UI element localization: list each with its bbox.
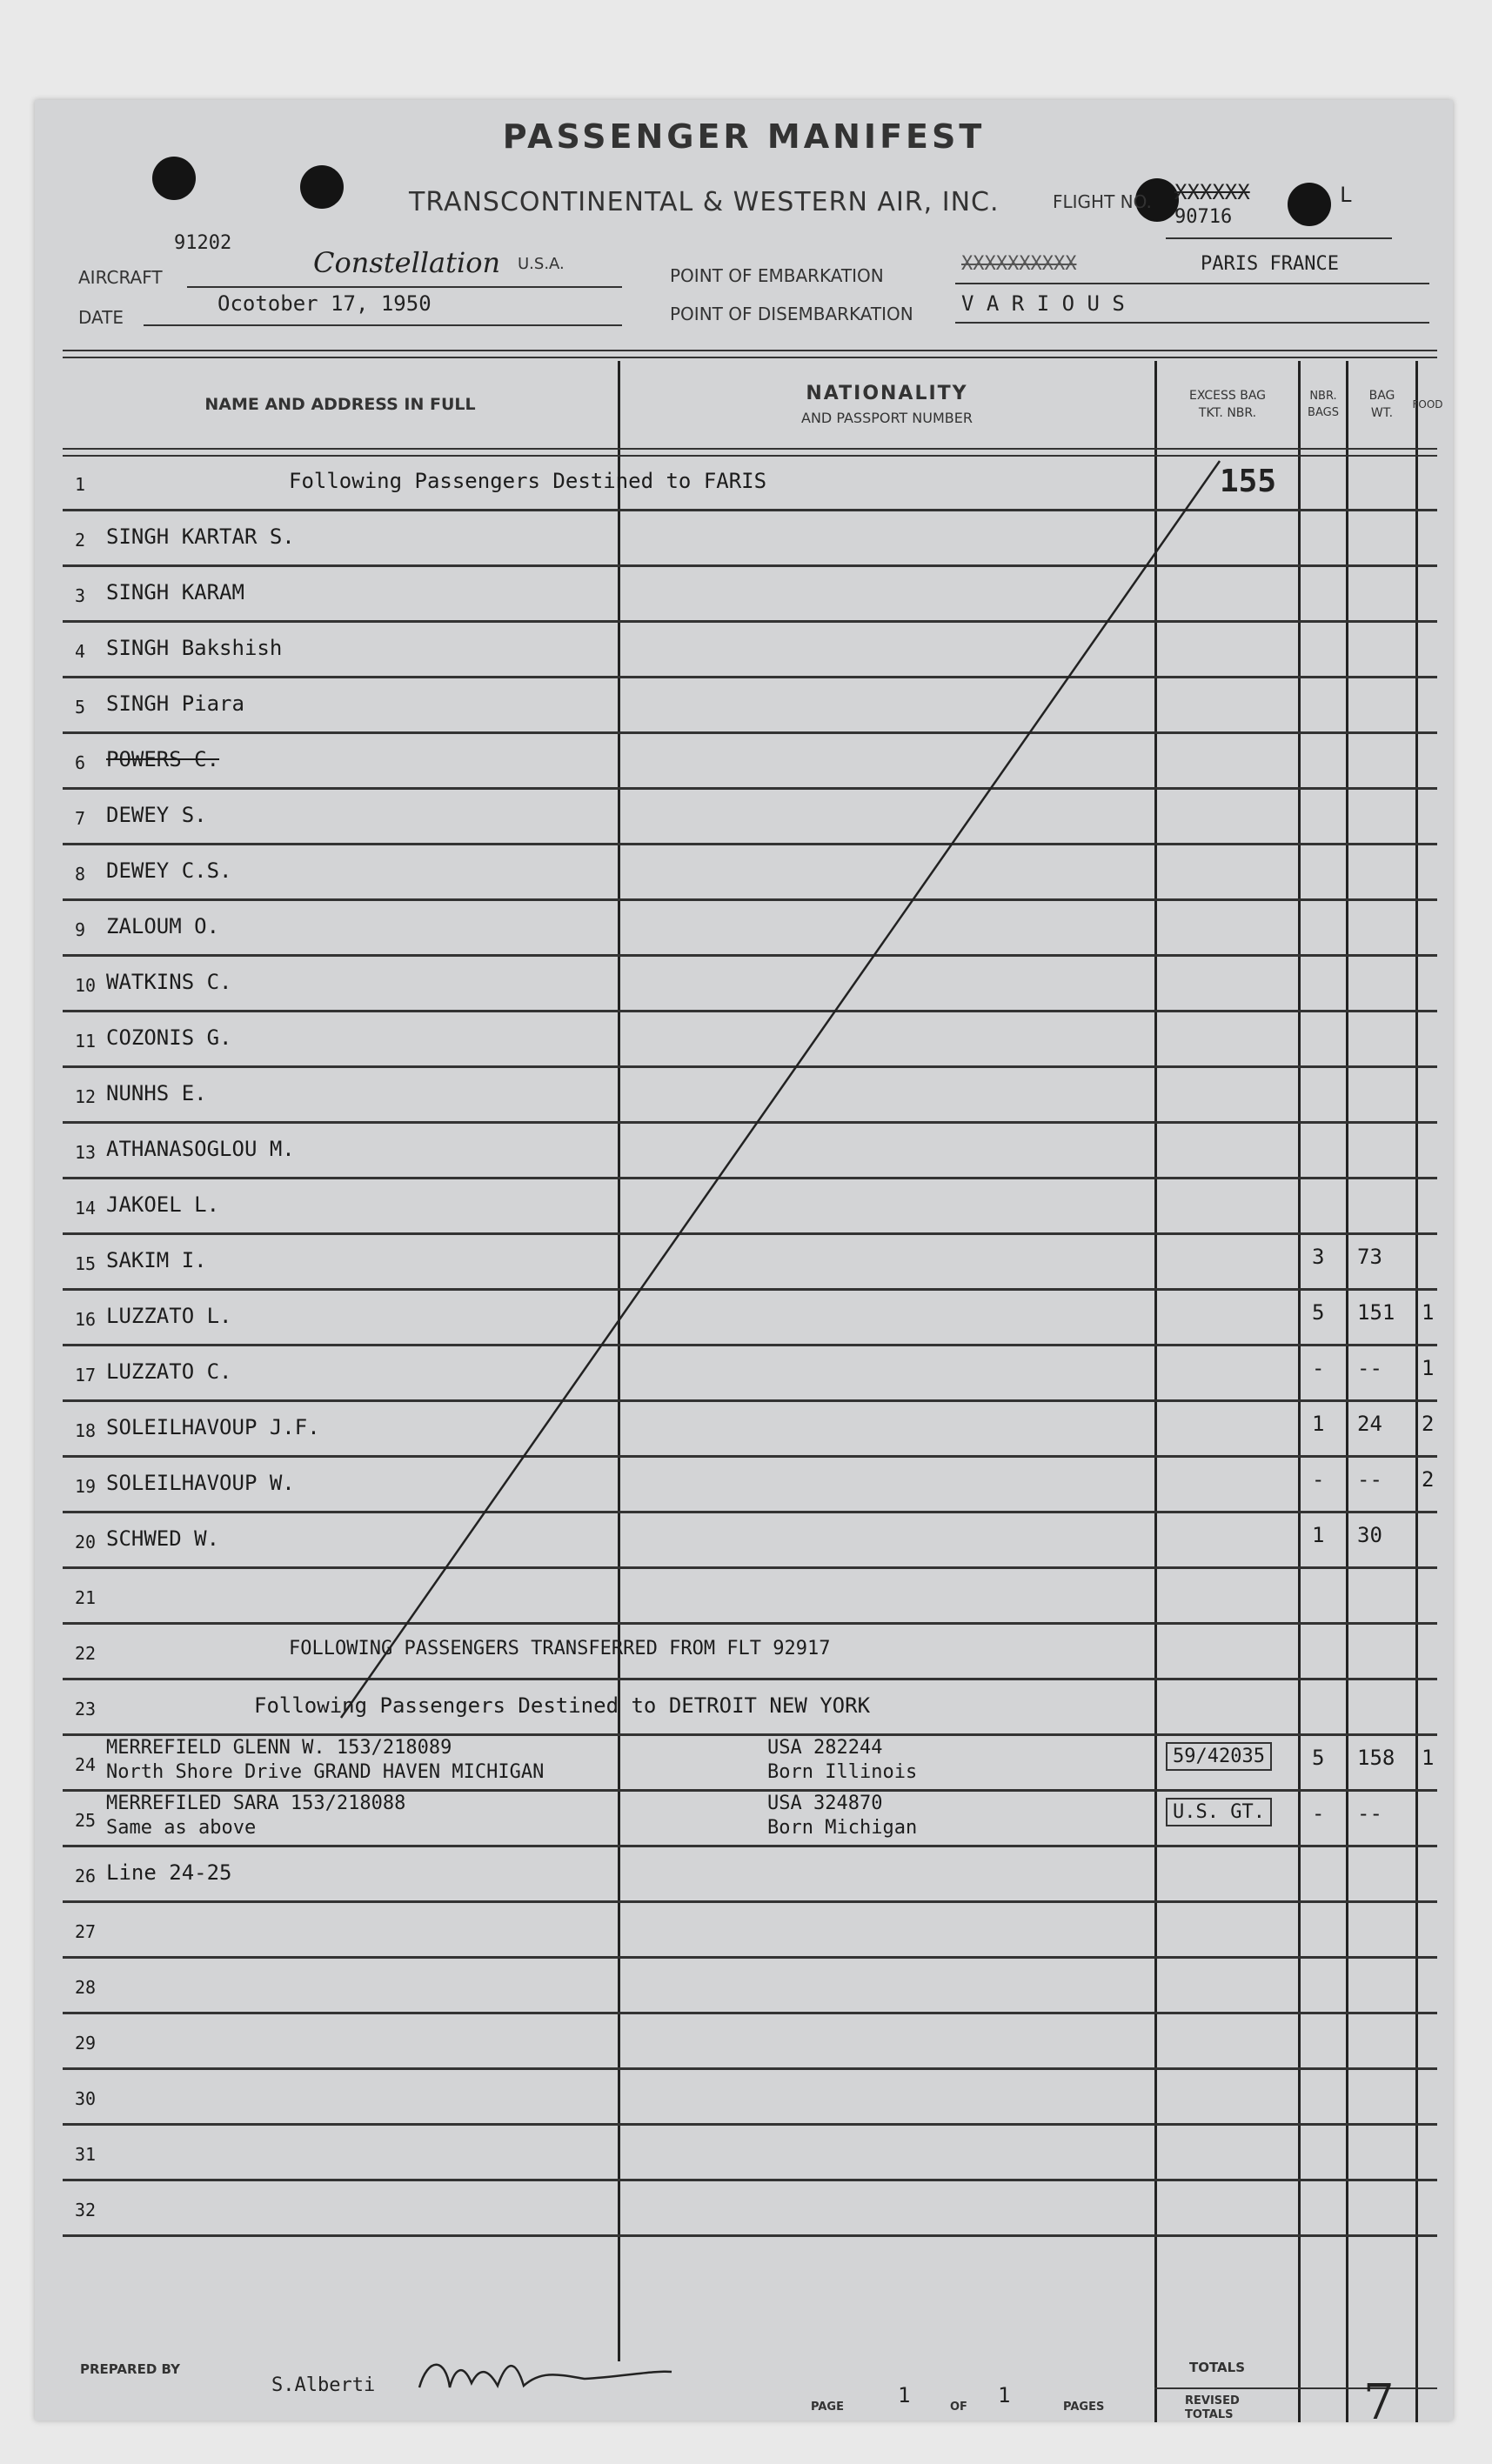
row-name: Following Passengers Destined to DETROIT NEW YORK — [254, 1693, 871, 1718]
row-address: Same as above — [106, 1817, 257, 1839]
row-number: 24 — [75, 1754, 97, 1775]
row-number: 13 — [75, 1142, 97, 1163]
row-bag-weight: -- — [1357, 1356, 1382, 1380]
row-bag-weight: 73 — [1357, 1245, 1382, 1269]
airline-name: TRANSCONTINENTAL & WESTERN AIR, INC. — [409, 187, 1000, 217]
row-name: COZONIS G. — [106, 1025, 232, 1050]
row-food: 1 — [1422, 1746, 1435, 1770]
row-bag-weight: 30 — [1357, 1523, 1382, 1547]
totals-label: TOTALS — [1189, 2360, 1246, 2375]
row-bag-weight: -- — [1357, 1467, 1382, 1492]
row-number: 29 — [75, 2033, 97, 2053]
row-name: ATHANASOGLOU M. — [106, 1137, 295, 1161]
aircraft-value: Constellation — [313, 246, 501, 279]
disembarkation-value: V A R I O U S — [961, 291, 1125, 316]
pages-label: PAGES — [1063, 2401, 1105, 2414]
flight-number-struck: XXXXXX — [1174, 180, 1250, 204]
ticket-total-mark: 155 — [1220, 464, 1277, 499]
row-bag-count: - — [1312, 1467, 1325, 1492]
of-label: OF — [950, 2401, 967, 2414]
row-excess-ticket-stamp: 59/42035 — [1166, 1742, 1272, 1771]
row-bag-count: - — [1312, 1801, 1325, 1826]
row-number: 1 — [75, 474, 86, 495]
row-name: Following Passengers Destined to FARIS — [289, 469, 767, 493]
revised-totals-label-2: TOTALS — [1185, 2408, 1234, 2421]
header-divider — [63, 350, 1437, 358]
row-name: WATKINS C. — [106, 970, 232, 994]
row-birthplace: Born Illinois — [767, 1761, 918, 1783]
date-label: DATE — [78, 307, 124, 328]
row-address: North Shore Drive GRAND HAVEN MICHIGAN — [106, 1761, 545, 1783]
row-name: SAKIM I. — [106, 1248, 207, 1272]
row-name: SCHWED W. — [106, 1526, 220, 1551]
excess-header-line1: EXCESS BAG — [1188, 389, 1267, 403]
column-header-food: FOOD — [1412, 398, 1443, 411]
row-name: ZALOUM O. — [106, 914, 220, 938]
embarkation-value: PARIS FRANCE — [1201, 253, 1339, 275]
aircraft-label: AIRCRAFT — [78, 267, 163, 288]
aircraft-underline — [187, 286, 622, 288]
row-bag-weight: 158 — [1357, 1746, 1395, 1770]
row-number: 11 — [75, 1031, 97, 1052]
bagwt-header-line1: BAG — [1368, 389, 1395, 403]
row-bag-count: - — [1312, 1356, 1325, 1380]
embarkation-underline — [955, 283, 1429, 284]
row-number: 9 — [75, 919, 86, 940]
row-number: 31 — [75, 2144, 97, 2165]
column-header-name: NAME AND ADDRESS IN FULL — [204, 395, 476, 414]
prepared-by-name: S.Alberti — [271, 2374, 376, 2396]
manifest-footer — [63, 2360, 1437, 2431]
bags-header-line1: NBR. — [1309, 390, 1337, 403]
page-total: 1 — [998, 2383, 1011, 2407]
row-number: 17 — [75, 1365, 97, 1386]
row-number: 20 — [75, 1532, 97, 1553]
row-number: 5 — [75, 697, 86, 718]
row-bag-weight: 151 — [1357, 1300, 1395, 1325]
flight-label: FLIGHT NO. — [1053, 191, 1152, 212]
row-bag-count: 3 — [1312, 1245, 1325, 1269]
bags-header-line2: BAGS — [1308, 406, 1339, 419]
embarkation-struck-text: XXXXXXXXXX — [961, 253, 1077, 275]
row-name: SINGH Piara — [106, 691, 244, 716]
row-name: MERREFIELD GLENN W. 153/218089 — [106, 1737, 452, 1759]
row-nationality: USA 324870 — [767, 1793, 883, 1814]
signature-icon — [411, 2353, 680, 2405]
row-number: 27 — [75, 1921, 97, 1942]
row-food: 2 — [1422, 1467, 1435, 1492]
row-name: POWERS C. — [106, 747, 220, 771]
row-name: FOLLOWING PASSENGERS TRANSFERRED FROM FLT 92917 — [289, 1638, 831, 1659]
row-bag-count: 5 — [1312, 1300, 1325, 1325]
row-name: SINGH KARTAR S. — [106, 524, 295, 549]
disembarkation-underline — [955, 322, 1429, 324]
row-bag-count: 1 — [1312, 1412, 1325, 1436]
row-number: 4 — [75, 641, 86, 662]
aircraft-number: 91202 — [174, 232, 232, 254]
manifest-sheet — [35, 100, 1453, 2431]
row-number: 32 — [75, 2200, 97, 2220]
row-food: 1 — [1422, 1356, 1435, 1380]
row-number: 3 — [75, 585, 86, 606]
punch-hole-icon — [152, 157, 196, 200]
row-number: 25 — [75, 1810, 97, 1831]
row-number: 21 — [75, 1587, 97, 1608]
disembarkation-label: POINT OF DISEMBARKATION — [670, 304, 913, 324]
row-bag-count: 1 — [1312, 1523, 1325, 1547]
row-food: 2 — [1422, 1412, 1435, 1436]
page-number: 1 — [898, 2383, 911, 2407]
row-birthplace: Born Michigan — [767, 1817, 918, 1839]
totals-divider — [1154, 2387, 1437, 2389]
row-number: 10 — [75, 975, 97, 996]
flight-suffix: L — [1340, 183, 1353, 207]
row-number: 15 — [75, 1253, 97, 1274]
row-name: LUZZATO C. — [106, 1359, 232, 1384]
row-name: SOLEILHAVOUP J.F. — [106, 1415, 320, 1439]
row-excess-ticket-stamp: U.S. GT. — [1166, 1798, 1272, 1826]
corner-number: 7 — [1363, 2374, 1395, 2431]
row-food: 1 — [1422, 1300, 1435, 1325]
row-nationality: USA 282244 — [767, 1737, 883, 1759]
nationality-header-line1: NATIONALITY — [806, 383, 968, 404]
row-number: 23 — [75, 1699, 97, 1719]
row-name: NUNHS E. — [106, 1081, 207, 1105]
row-number: 8 — [75, 864, 86, 885]
flight-number: 90716 — [1174, 206, 1233, 228]
row-number: 14 — [75, 1198, 97, 1219]
row-name: DEWEY S. — [106, 803, 207, 827]
revised-totals-label-1: REVISED — [1185, 2394, 1240, 2407]
bagwt-header-line2: WT. — [1370, 406, 1394, 420]
row-name: SINGH Bakshish — [106, 636, 283, 660]
page-label: PAGE — [811, 2401, 844, 2414]
row-number: 26 — [75, 1866, 97, 1886]
row-name: Line 24-25 — [106, 1860, 232, 1885]
embarkation-label: POINT OF EMBARKATION — [670, 265, 884, 286]
prepared-by-label: PREPARED BY — [80, 2361, 180, 2377]
row-name: SINGH KARAM — [106, 580, 244, 604]
row-number: 19 — [75, 1476, 97, 1497]
punch-hole-icon — [1288, 183, 1331, 226]
row-bag-weight: 24 — [1357, 1412, 1382, 1436]
row-number: 30 — [75, 2088, 97, 2109]
row-number: 22 — [75, 1643, 97, 1664]
row-number: 12 — [75, 1086, 97, 1107]
punch-hole-icon — [300, 165, 344, 209]
date-underline — [144, 324, 622, 326]
row-number: 7 — [75, 808, 86, 829]
aircraft-country: U.S.A. — [518, 255, 565, 273]
row-name: SOLEILHAVOUP W. — [106, 1471, 295, 1495]
excess-header-line2: TKT. NBR. — [1198, 406, 1257, 420]
row-number: 16 — [75, 1309, 97, 1330]
row-bag-count: 5 — [1312, 1746, 1325, 1770]
flight-underline — [1166, 237, 1392, 239]
page-title: PASSENGER MANIFEST — [502, 117, 986, 156]
row-name: DEWEY C.S. — [106, 858, 232, 883]
row-name: JAKOEL L. — [106, 1192, 220, 1217]
passenger-table — [63, 361, 1443, 2361]
row-number: 6 — [75, 752, 86, 773]
row-name: MERREFILED SARA 153/218088 — [106, 1793, 406, 1814]
row-number: 18 — [75, 1420, 97, 1441]
nationality-header-line2: AND PASSPORT NUMBER — [801, 410, 973, 426]
row-name: LUZZATO L. — [106, 1304, 232, 1328]
void-diagonal-line — [63, 361, 1443, 2361]
row-bag-weight: -- — [1357, 1801, 1382, 1826]
date-value: Ocotober 17, 1950 — [217, 291, 432, 316]
row-number: 2 — [75, 530, 86, 551]
row-number: 28 — [75, 1977, 97, 1998]
